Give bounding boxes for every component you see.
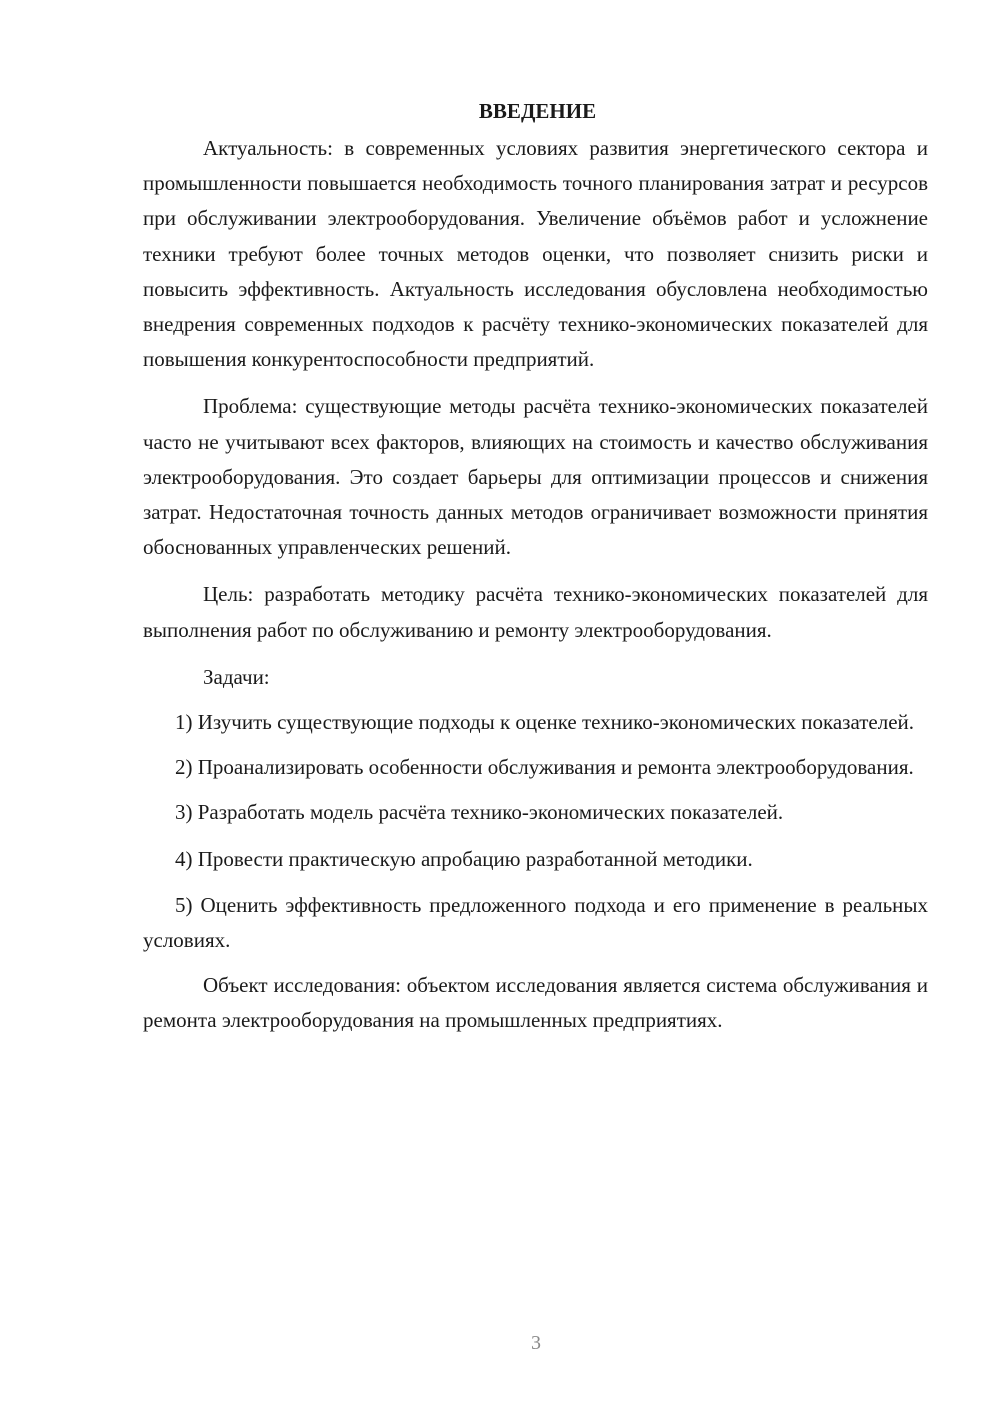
task-item-4: 4) Провести практическую апробацию разработанной методики.	[175, 846, 753, 871]
object-paragraph: Объект исследования: объектом исследования является система обслуживания и ремонта электрооборудования на промышленных предприятиях.	[143, 973, 928, 1033]
page-number: 3	[531, 1332, 541, 1354]
task-item-2: 2) Проанализировать особенности обслуживания и ремонта электрооборудования.	[175, 755, 914, 780]
task-item-1: 1) Изучить существующие подходы к оценке технико-экономических показателей.	[175, 710, 915, 735]
tasks-label: Задачи:	[203, 664, 270, 689]
page-content	[143, 95, 928, 1051]
task-item-3: 3) Разработать модель расчёта технико-экономических показателей.	[175, 800, 784, 825]
task-item-5: 5) Оценить эффективность предложенного подхода и его применение в реальных условиях.	[143, 892, 928, 953]
relevance-paragraph: Актуальность: в современных условиях развития энергетического сектора и промышленности повышается необходимость точного планирования затрат и ресурсов при обслуживании электрооборудования. Увеличение объёмов работ и усложнение техники требуют более точных методов оценки, что позволяет снизить риски и повысить эффективность. Актуальность исследования обусловлена необходимостью внедрения современных подходов к расчёту технико-экономических показателей для повышения конкурентоспособности предприятий.	[143, 136, 928, 372]
goal-paragraph: Цель: разработать методику расчёта технико-экономических показателей для выполнения работ по обслуживанию и ремонту электрооборудования.	[143, 582, 928, 642]
problem-paragraph: Проблема: существующие методы расчёта технико-экономических показателей часто не учитывают всех факторов, влияющих на стоимость и качество обслуживания электрооборудования. Это создает барьеры для оптимизации процессов и снижения затрат. Недостаточная точность данных методов ограничивает возможности принятия обоснованных управленческих решений.	[143, 394, 928, 560]
page-title: ВВЕДЕНИЕ	[478, 99, 597, 123]
